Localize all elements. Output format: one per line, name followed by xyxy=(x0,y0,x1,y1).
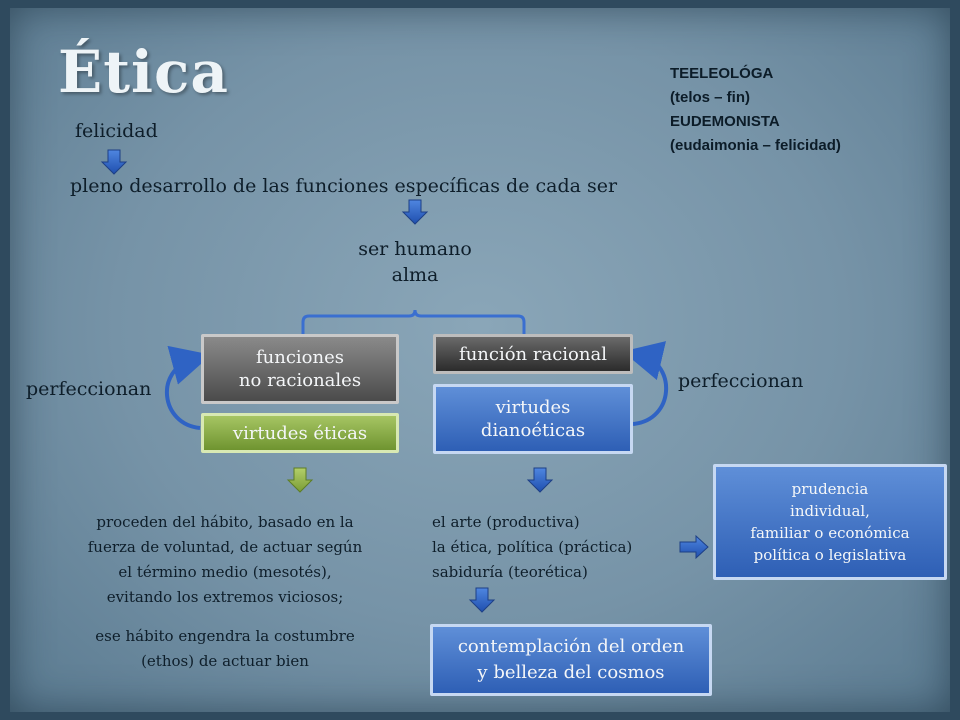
down-arrow-icon xyxy=(102,150,126,174)
pleno-desarrollo-label: pleno desarrollo de las funciones específicas de cada ser xyxy=(70,175,618,197)
text-line: (ethos) de actuar bien xyxy=(141,652,309,670)
perfeccionan-right-arrow xyxy=(633,356,666,424)
perfeccionan-left-label: perfeccionan xyxy=(26,378,152,400)
ser-humano-alma xyxy=(330,236,500,288)
text-line: proceden del hábito, basado en la xyxy=(96,513,354,531)
perfeccionan-left-arrow xyxy=(167,360,200,428)
perfeccionan-right-label: perfeccionan xyxy=(678,370,804,392)
page-title: Ética xyxy=(58,38,229,106)
side-note-line: (telos – fin) xyxy=(670,89,751,106)
right-arrow-icon xyxy=(680,536,708,558)
side-note xyxy=(670,62,841,158)
side-note-line: EUDEMONISTA xyxy=(670,113,780,130)
text-line: evitando los extremos viciosos; xyxy=(106,588,344,606)
down-arrow-icon xyxy=(403,200,427,224)
virtudes-dianoeticas-box xyxy=(433,384,633,454)
alma-bracket xyxy=(303,310,524,334)
box-line: y belleza del cosmos xyxy=(477,662,665,683)
box-line: familiar o económica xyxy=(750,524,910,542)
box-line: dianoéticas xyxy=(480,420,586,441)
dianoeticas-list xyxy=(432,510,682,585)
list-item: sabiduría (teorética) xyxy=(432,563,588,581)
side-note-line: (eudaimonia – felicidad) xyxy=(670,137,841,154)
down-arrow-icon xyxy=(470,588,494,612)
box-line: política o legislativa xyxy=(753,546,907,564)
prudencia-box xyxy=(713,464,947,580)
contemplacion-box xyxy=(430,624,712,696)
box-line: virtudes xyxy=(495,397,571,418)
box-line: funciones xyxy=(255,347,344,368)
alma-label: alma xyxy=(391,264,439,286)
box-line: individual, xyxy=(790,502,870,520)
funcion-racional-box: función racional xyxy=(433,334,633,374)
list-item: la ética, política (práctica) xyxy=(432,538,633,556)
text-line: fuerza de voluntad, de actuar según xyxy=(87,538,363,556)
habito-text xyxy=(40,510,410,674)
down-arrow-green-icon xyxy=(288,468,312,492)
list-item: el arte (productiva) xyxy=(432,513,580,531)
ser-humano-label: ser humano xyxy=(358,238,472,260)
text-line: el término medio (mesotés), xyxy=(118,563,332,581)
felicidad-label: felicidad xyxy=(75,120,158,142)
box-line: no racionales xyxy=(238,370,362,391)
funciones-no-racionales-box xyxy=(201,334,399,404)
virtudes-eticas-box: virtudes éticas xyxy=(201,413,399,453)
box-line: contemplación del orden xyxy=(457,636,685,657)
side-note-line: TEELEOLÓGA xyxy=(670,65,774,82)
down-arrow-icon xyxy=(528,468,552,492)
box-line: prudencia xyxy=(791,480,869,498)
text-line: ese hábito engendra la costumbre xyxy=(95,627,355,645)
